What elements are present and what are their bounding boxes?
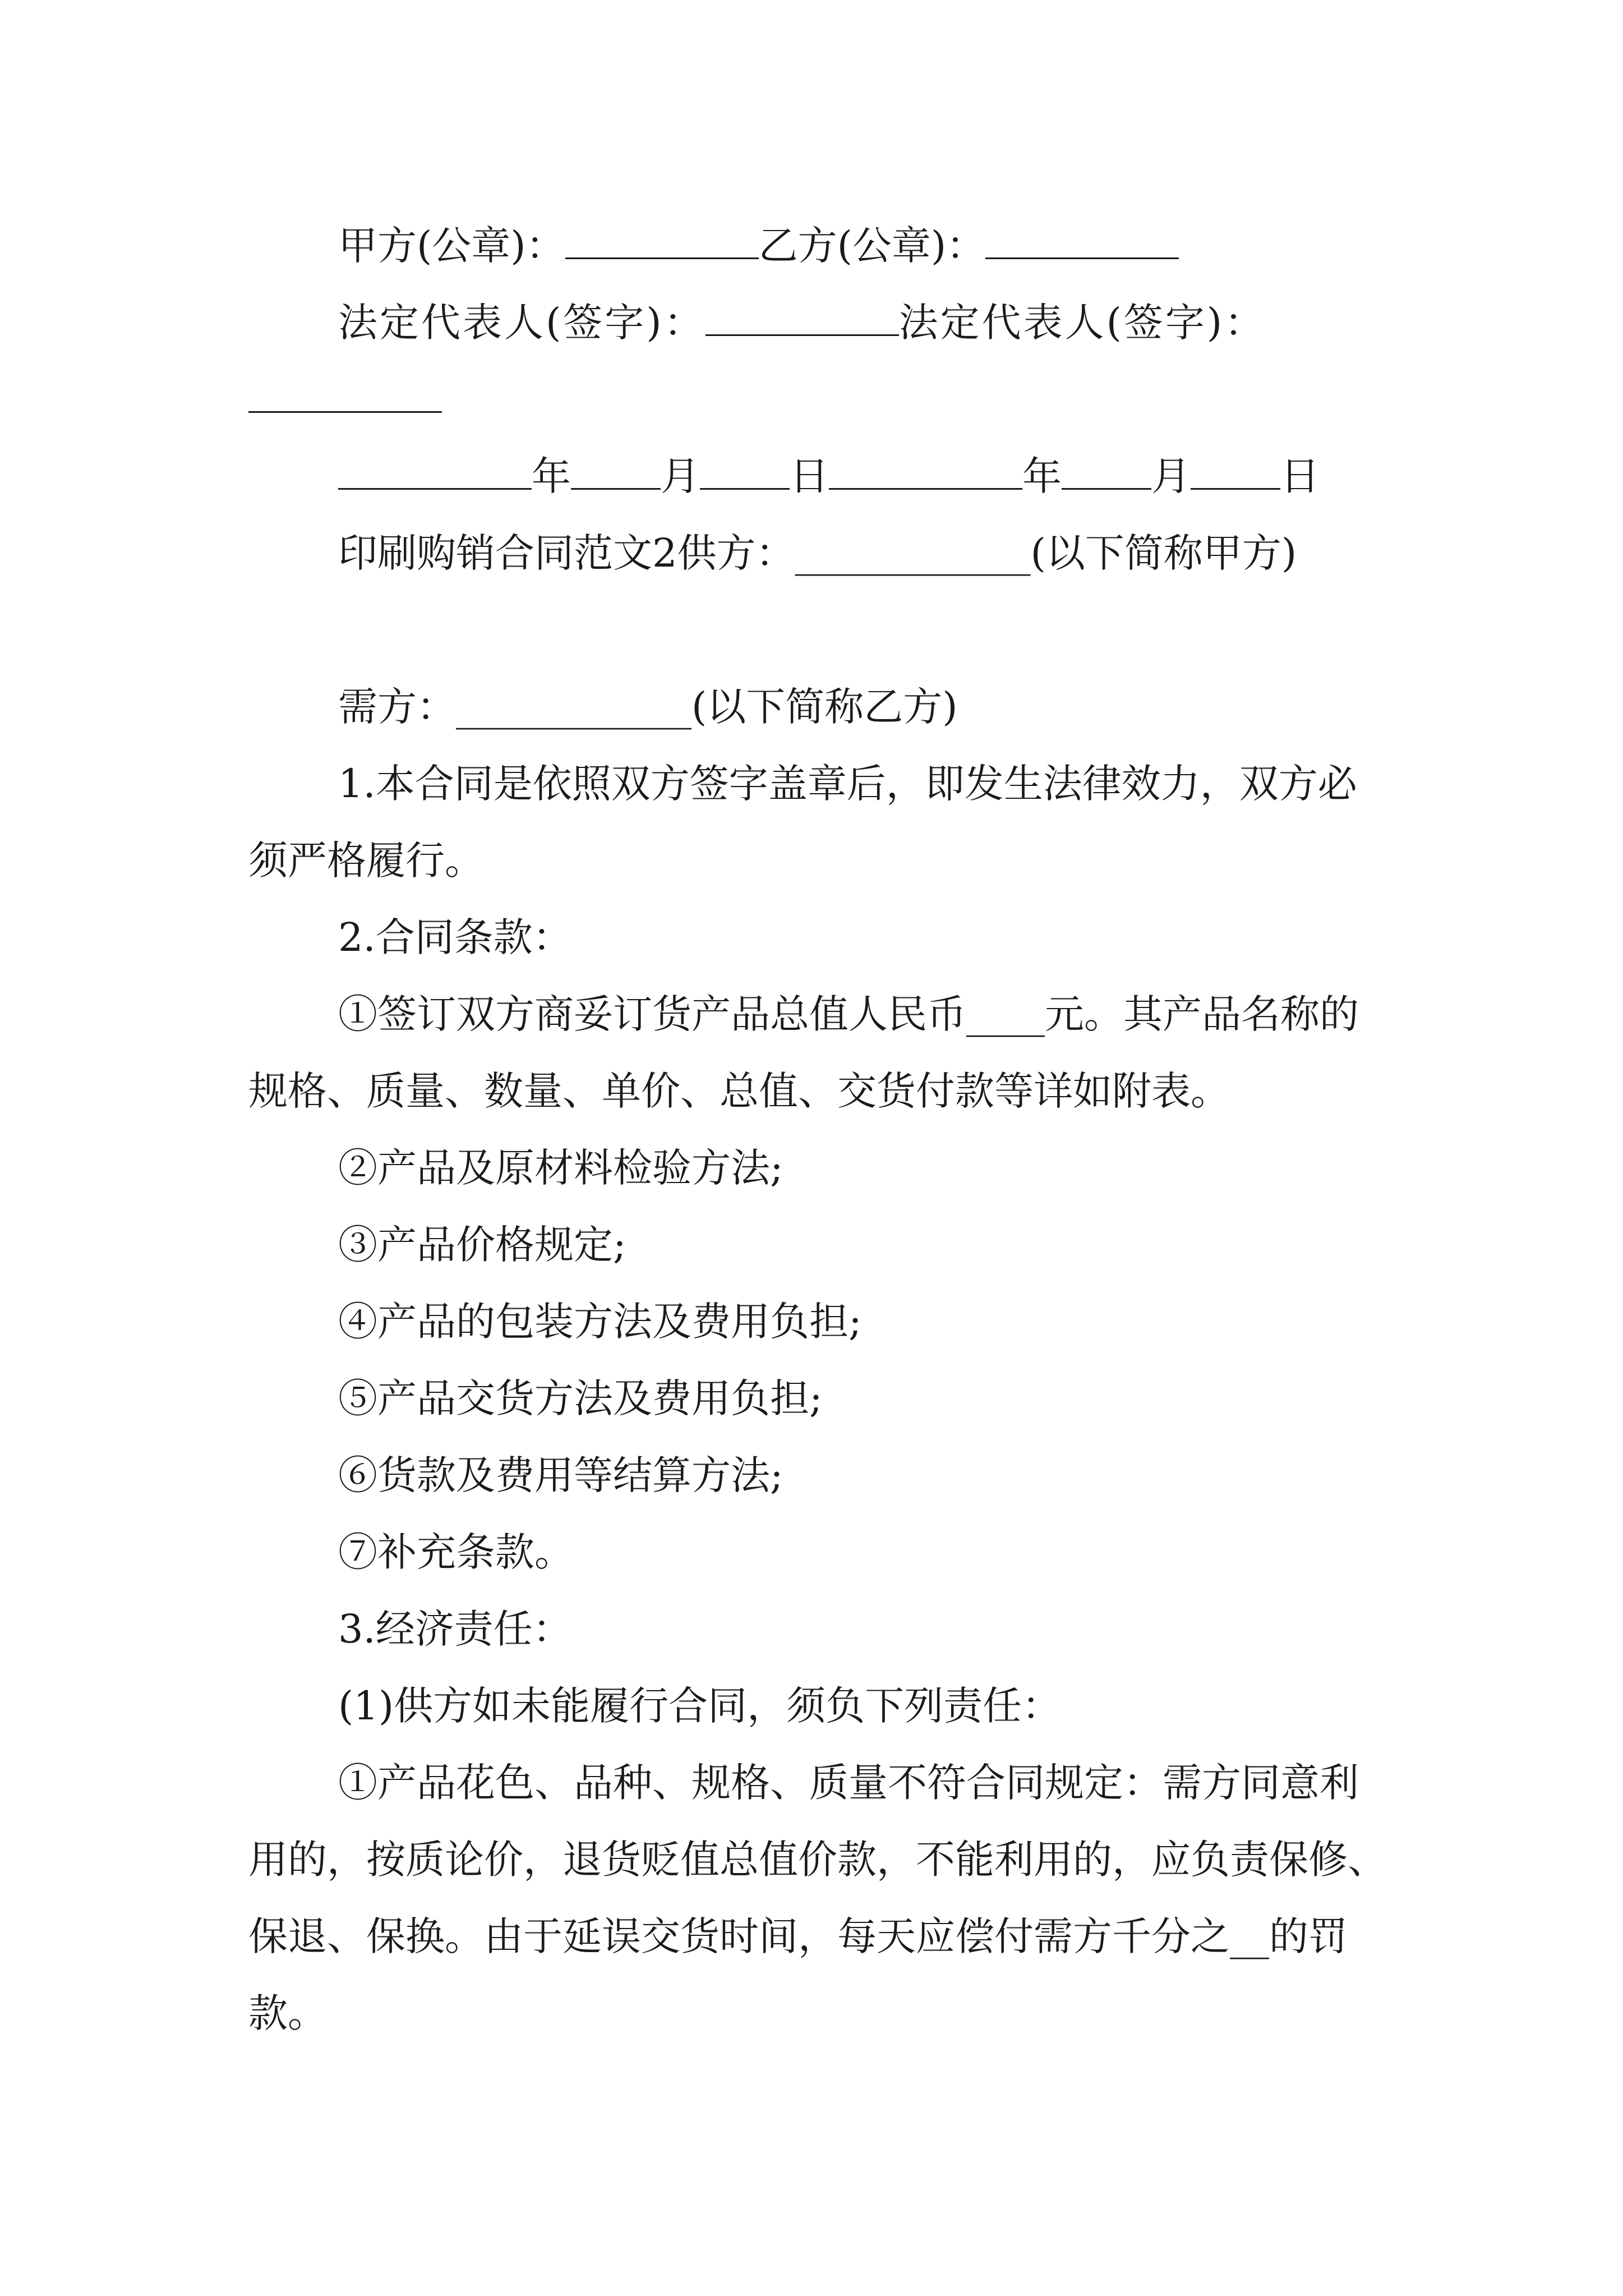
date-a-month-blank [571, 453, 661, 490]
paragraph-effect: 1.本合同是依照双方签字盖章后，即发生法律效力，双方必须严格履行。 [248, 761, 1357, 884]
seal-line [338, 208, 1179, 284]
date-a-month: 月 [661, 453, 700, 499]
rep-b-blank-line [248, 361, 442, 438]
heading-contract-terms: 2.合同条款： [338, 914, 572, 960]
heading-economic-liability: 3.经济责任： [338, 1606, 572, 1652]
clause-price: ③产品价格规定; [338, 1222, 626, 1268]
party-b-seal-blank [985, 223, 1179, 259]
date-a-day-blank [700, 453, 790, 490]
clause-total-value: ①签订双方商妥订货产品总值人民币____元。其产品名称的规格、质量、数量、单价、总值、交货付款等详如附表。 [248, 991, 1359, 1114]
clause-delivery: ⑤产品交货方法及费用负担; [338, 1375, 823, 1421]
clause-supplementary: ⑦补充条款。 [338, 1529, 574, 1575]
rep-a-blank [706, 300, 899, 336]
party-a-seal-blank [565, 223, 759, 259]
date-line [338, 438, 1320, 515]
clause-quality-penalty: ①产品花色、品种、规格、质量不符合同规定：需方同意利用的，按质论价，退货贬值总值价款，不能利用的，应负责保修、保退、保换。由于延误交货时间，每天应偿付需方千分之__的罚款。 [248, 1760, 1387, 2036]
date-b-day: 日 [1280, 453, 1320, 499]
clause-packaging: ④产品的包装方法及费用负担; [338, 1299, 862, 1345]
date-b-month-blank [1062, 453, 1151, 490]
representative-line [338, 284, 1266, 361]
date-a-day: 日 [790, 453, 829, 499]
clause-inspection: ②产品及原材料检验方法; [338, 1145, 783, 1191]
rep-a-label: 法定代表人(签字)： [338, 300, 706, 346]
rep-b-blank [248, 376, 442, 413]
clause-settlement: ⑥货款及费用等结算方法; [338, 1452, 783, 1498]
date-a-year-blank [338, 453, 532, 490]
paragraph-buyer: 需方：____________(以下简称乙方) [338, 684, 958, 730]
date-a-year: 年 [532, 453, 571, 499]
rep-b-label: 法定代表人(签字)： [898, 300, 1266, 346]
date-b-year: 年 [1022, 453, 1062, 499]
paragraph-supplier-liability: (1)供方如未能履行合同，须负下列责任： [338, 1683, 1062, 1729]
date-b-day-blank [1191, 453, 1280, 490]
paragraph-supplier: 印刷购销合同范文2供方：____________(以下简称甲方) [338, 530, 1297, 576]
party-a-seal-label: 甲方(公章)： [338, 223, 565, 269]
party-b-seal-label: 乙方(公章)： [758, 223, 986, 269]
date-b-month: 月 [1151, 453, 1191, 499]
date-b-year-blank [829, 453, 1022, 490]
